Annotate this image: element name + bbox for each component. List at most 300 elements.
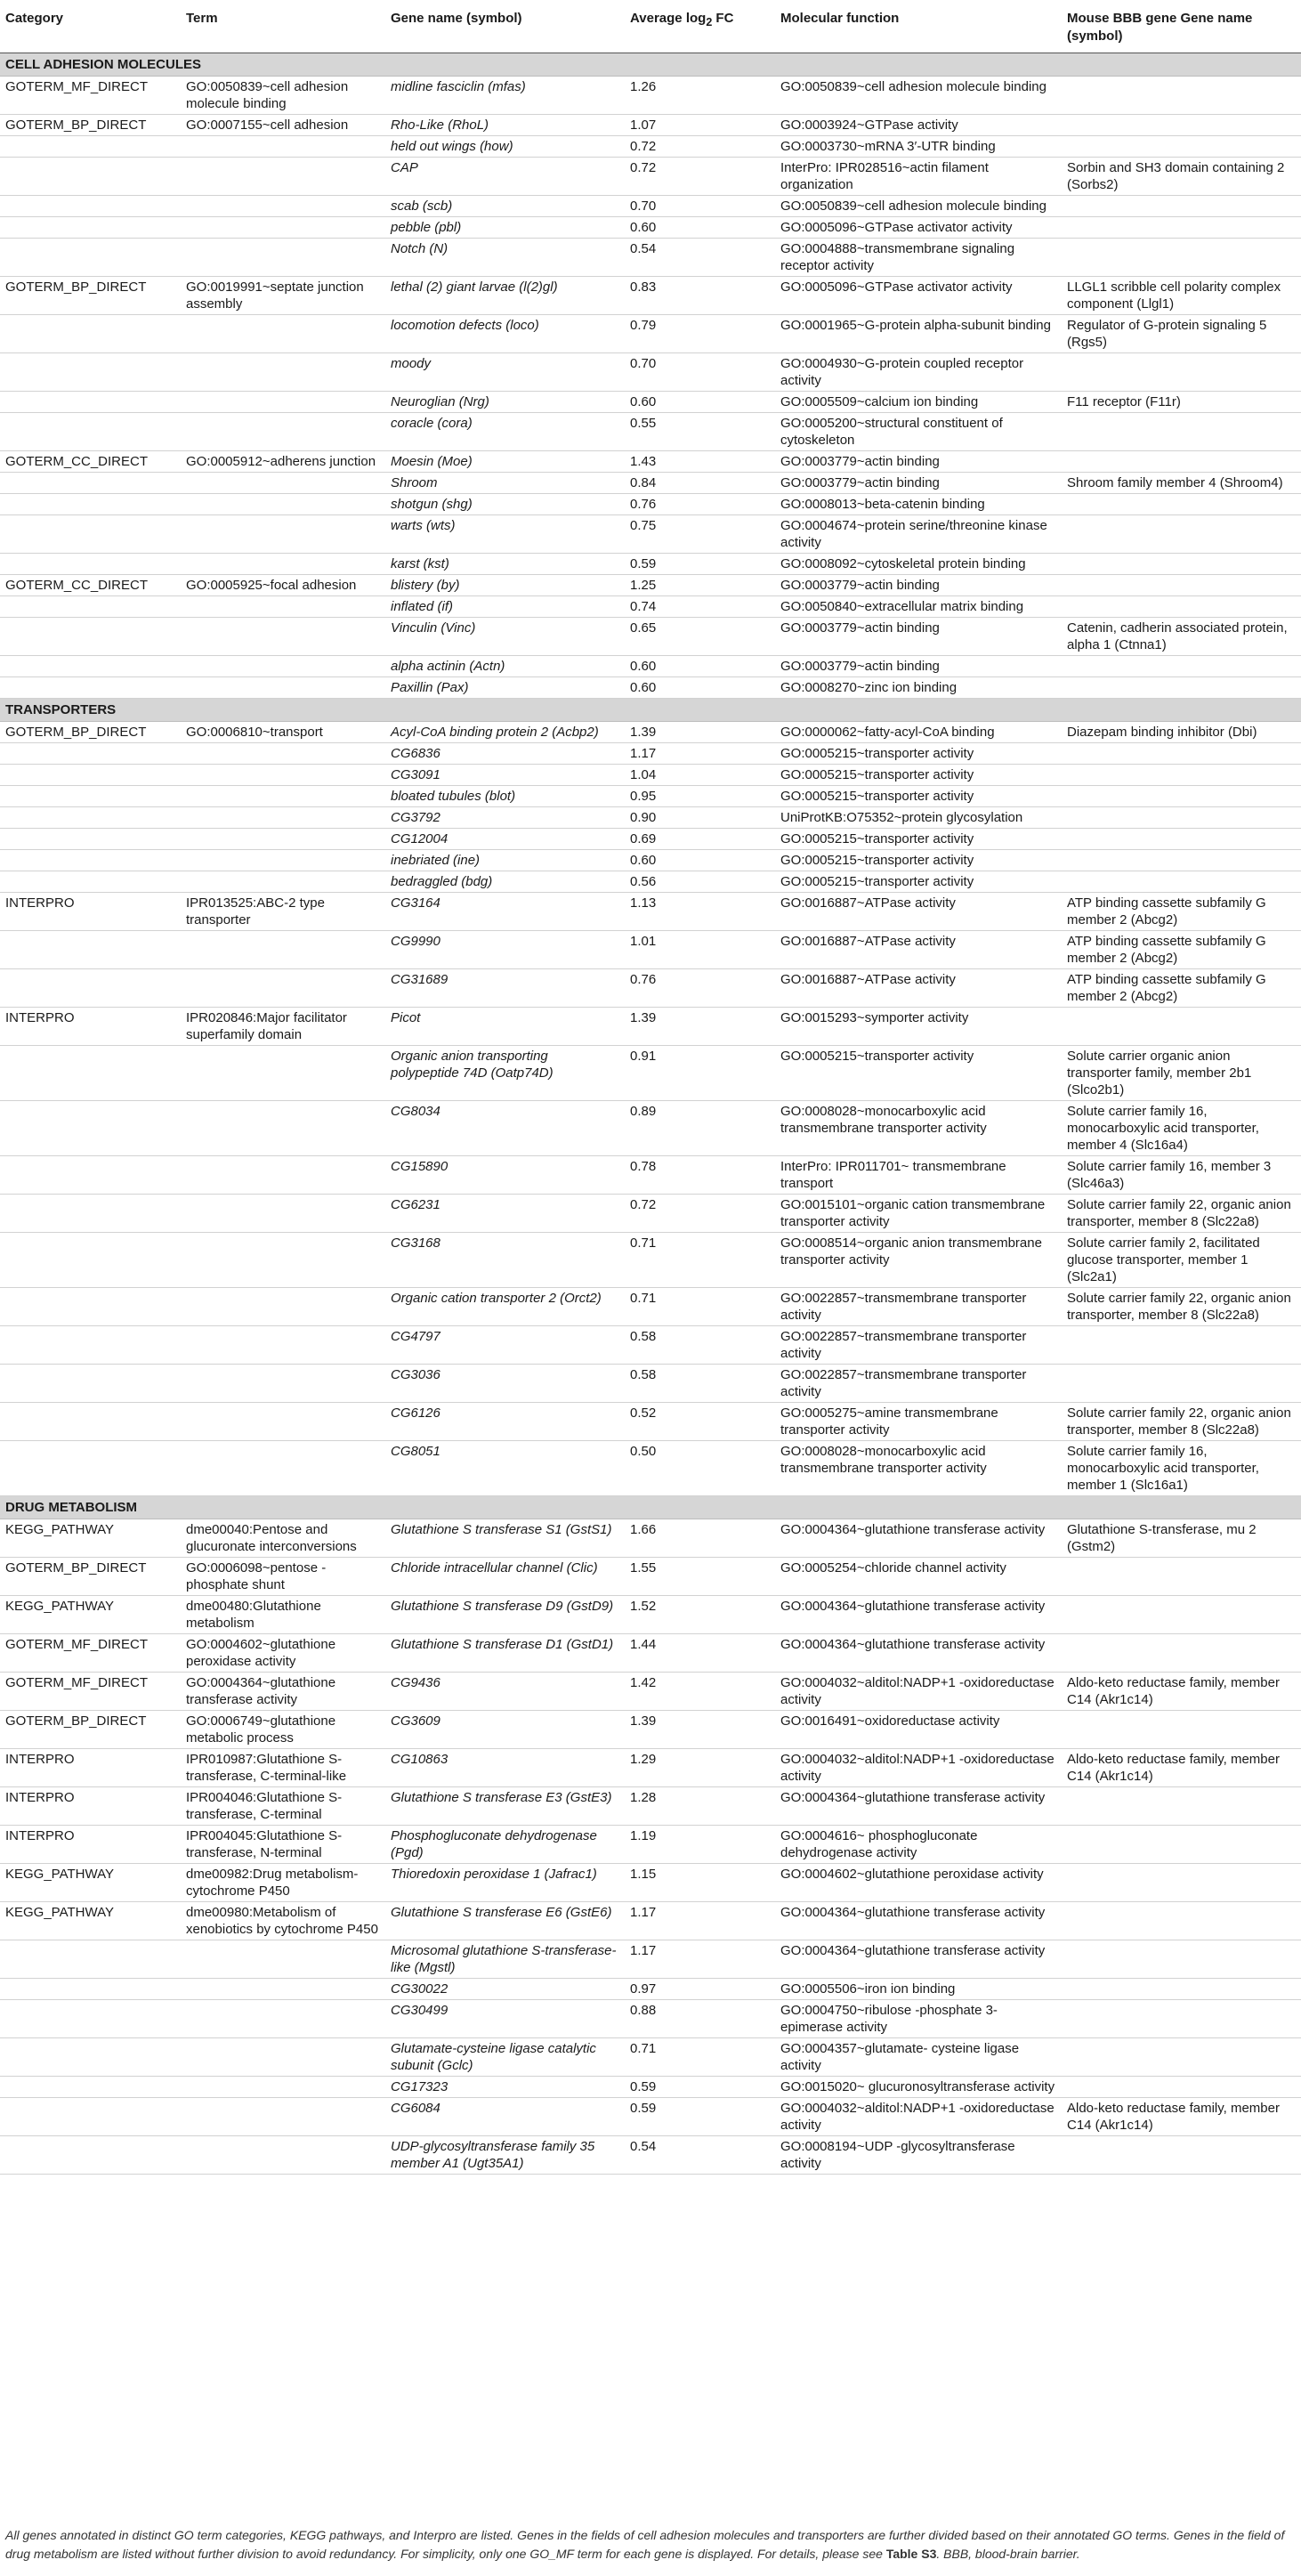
molecular-function-cell: GO:0005215~transporter activity — [775, 850, 1062, 871]
table-row — [0, 656, 1301, 677]
table-row — [0, 277, 1301, 315]
gene-name-cell: CG8034 — [385, 1101, 625, 1156]
mouse-gene-cell — [1062, 807, 1301, 829]
mouse-gene-cell — [1062, 765, 1301, 786]
gene-name-cell: alpha actinin (Actn) — [385, 656, 625, 677]
table-row — [0, 1902, 1301, 1940]
molecular-function-cell: GO:0050839~cell adhesion molecule binding — [775, 196, 1062, 217]
molecular-function-cell: GO:0004364~glutathione transferase activity — [775, 1634, 1062, 1673]
gene-name-cell: Glutathione S transferase D9 (GstD9) — [385, 1596, 625, 1634]
category-cell: INTERPRO — [0, 1008, 181, 1046]
mouse-gene-cell: LLGL1 scribble cell polarity complex component (Llgl1) — [1062, 277, 1301, 315]
table-header — [0, 0, 1301, 53]
term-cell — [181, 1403, 385, 1441]
category-cell — [0, 1233, 181, 1288]
category-cell — [0, 1326, 181, 1365]
gene-name-cell: CG8051 — [385, 1441, 625, 1496]
average-fc-cell: 1.01 — [625, 931, 775, 969]
molecular-function-cell: UniProtKB:O75352~protein glycosylation — [775, 807, 1062, 829]
molecular-function-cell: GO:0004357~glutamate- cysteine ligase activity — [775, 2038, 1062, 2077]
gene-name-cell: CG6126 — [385, 1403, 625, 1441]
gene-name-cell: CG6084 — [385, 2098, 625, 2136]
term-cell: IPR004046:Glutathione S-transferase, C-terminal — [181, 1787, 385, 1826]
gene-name-cell: CG10863 — [385, 1749, 625, 1787]
category-cell — [0, 1195, 181, 1233]
term-cell — [181, 2038, 385, 2077]
table-row — [0, 239, 1301, 277]
category-cell — [0, 554, 181, 575]
table-row — [0, 677, 1301, 699]
table-row — [0, 1101, 1301, 1156]
molecular-function-cell: GO:0022857~transmembrane transporter activity — [775, 1326, 1062, 1365]
average-fc-cell: 0.91 — [625, 1046, 775, 1101]
section-title: DRUG METABOLISM — [0, 1496, 1301, 1519]
table-footnote — [5, 2526, 1296, 2564]
table-row — [0, 353, 1301, 392]
molecular-function-cell: GO:0050839~cell adhesion molecule binding — [775, 77, 1062, 115]
table-row — [0, 931, 1301, 969]
gene-name-cell: Chloride intracellular channel (Clic) — [385, 1558, 625, 1596]
mouse-gene-cell — [1062, 239, 1301, 277]
mouse-gene-cell — [1062, 1864, 1301, 1902]
gene-name-cell: Picot — [385, 1008, 625, 1046]
molecular-function-cell: GO:0003924~GTPase activity — [775, 115, 1062, 136]
category-cell — [0, 353, 181, 392]
table-row — [0, 473, 1301, 494]
molecular-function-cell: GO:0005509~calcium ion binding — [775, 392, 1062, 413]
average-fc-cell: 1.43 — [625, 451, 775, 473]
molecular-function-cell: GO:0005215~transporter activity — [775, 871, 1062, 893]
table-row — [0, 1749, 1301, 1787]
average-fc-cell: 0.52 — [625, 1403, 775, 1441]
mouse-gene-cell: ATP binding cassette subfamily G member 2 (Abcg2) — [1062, 931, 1301, 969]
section-header-row — [0, 699, 1301, 722]
header-average-fc — [625, 0, 775, 53]
category-cell — [0, 494, 181, 515]
gene-name-cell: CG3091 — [385, 765, 625, 786]
table-row — [0, 969, 1301, 1008]
term-cell — [181, 196, 385, 217]
table-row — [0, 596, 1301, 618]
table-row — [0, 1558, 1301, 1596]
mouse-gene-cell: Solute carrier family 2, facilitated glucose transporter, member 1 (Slc2a1) — [1062, 1233, 1301, 1288]
table-row — [0, 765, 1301, 786]
molecular-function-cell: GO:0008028~monocarboxylic acid transmembrane transporter activity — [775, 1101, 1062, 1156]
term-cell — [181, 1156, 385, 1195]
gene-name-cell: locomotion defects (loco) — [385, 315, 625, 353]
table-row — [0, 2136, 1301, 2175]
gene-name-cell: CG4797 — [385, 1326, 625, 1365]
gene-name-cell: CG3792 — [385, 807, 625, 829]
term-cell — [181, 677, 385, 699]
term-cell: GO:0050839~cell adhesion molecule binding — [181, 77, 385, 115]
molecular-function-cell: GO:0050840~extracellular matrix binding — [775, 596, 1062, 618]
molecular-function-cell: GO:0008270~zinc ion binding — [775, 677, 1062, 699]
molecular-function-cell: GO:0001965~G-protein alpha-subunit binding — [775, 315, 1062, 353]
category-cell — [0, 1403, 181, 1441]
category-cell — [0, 392, 181, 413]
mouse-gene-cell — [1062, 677, 1301, 699]
mouse-gene-cell: Aldo-keto reductase family, member C14 (Akr1c14) — [1062, 1673, 1301, 1711]
category-cell — [0, 158, 181, 196]
table-row — [0, 1441, 1301, 1496]
mouse-gene-cell — [1062, 1596, 1301, 1634]
table-row — [0, 2000, 1301, 2038]
term-cell — [181, 656, 385, 677]
molecular-function-cell: GO:0003779~actin binding — [775, 575, 1062, 596]
gene-name-cell: shotgun (shg) — [385, 494, 625, 515]
mouse-gene-cell: ATP binding cassette subfamily G member 2 (Abcg2) — [1062, 969, 1301, 1008]
mouse-gene-cell — [1062, 850, 1301, 871]
term-cell: IPR010987:Glutathione S-transferase, C-terminal-like — [181, 1749, 385, 1787]
table-row — [0, 1156, 1301, 1195]
mouse-gene-cell — [1062, 871, 1301, 893]
molecular-function-cell: InterPro: IPR011701~ transmembrane transport — [775, 1156, 1062, 1195]
gene-name-cell: Thioredoxin peroxidase 1 (Jafrac1) — [385, 1864, 625, 1902]
category-cell: GOTERM_BP_DIRECT — [0, 115, 181, 136]
table-row — [0, 1233, 1301, 1288]
average-fc-cell: 0.76 — [625, 969, 775, 1008]
mouse-gene-cell — [1062, 1634, 1301, 1673]
molecular-function-cell: GO:0004364~glutathione transferase activity — [775, 1940, 1062, 1979]
molecular-function-cell: GO:0004364~glutathione transferase activity — [775, 1787, 1062, 1826]
category-cell — [0, 515, 181, 554]
term-cell — [181, 1940, 385, 1979]
mouse-gene-cell: Shroom family member 4 (Shroom4) — [1062, 473, 1301, 494]
term-cell — [181, 807, 385, 829]
term-cell — [181, 1288, 385, 1326]
gene-name-cell: warts (wts) — [385, 515, 625, 554]
section-title: TRANSPORTERS — [0, 699, 1301, 722]
category-cell: GOTERM_BP_DIRECT — [0, 277, 181, 315]
gene-name-cell: bedraggled (bdg) — [385, 871, 625, 893]
term-cell — [181, 931, 385, 969]
term-cell — [181, 494, 385, 515]
category-cell — [0, 807, 181, 829]
average-fc-cell: 1.19 — [625, 1826, 775, 1864]
average-fc-cell: 0.71 — [625, 1288, 775, 1326]
gene-name-cell: blistery (by) — [385, 575, 625, 596]
table-row — [0, 1711, 1301, 1749]
term-cell — [181, 473, 385, 494]
table-row — [0, 871, 1301, 893]
table-row — [0, 786, 1301, 807]
average-fc-cell: 0.60 — [625, 217, 775, 239]
mouse-gene-cell: Glutathione S-transferase, mu 2 (Gstm2) — [1062, 1519, 1301, 1558]
molecular-function-cell: GO:0005254~chloride channel activity — [775, 1558, 1062, 1596]
term-cell: GO:0007155~cell adhesion — [181, 115, 385, 136]
molecular-function-cell: GO:0000062~fatty-acyl-CoA binding — [775, 722, 1062, 743]
molecular-function-cell: GO:0022857~transmembrane transporter activity — [775, 1365, 1062, 1403]
molecular-function-cell: GO:0016887~ATPase activity — [775, 931, 1062, 969]
header-mouse-bbb-gene: Mouse BBB gene Gene name (symbol) — [1062, 0, 1301, 53]
average-fc-cell: 1.17 — [625, 743, 775, 765]
mouse-gene-cell — [1062, 2077, 1301, 2098]
table-row — [0, 829, 1301, 850]
mouse-gene-cell: Aldo-keto reductase family, member C14 (Akr1c14) — [1062, 1749, 1301, 1787]
average-fc-cell: 0.88 — [625, 2000, 775, 2038]
term-cell — [181, 239, 385, 277]
category-cell — [0, 2098, 181, 2136]
category-cell — [0, 2038, 181, 2077]
gene-name-cell: coracle (cora) — [385, 413, 625, 451]
category-cell — [0, 1288, 181, 1326]
mouse-gene-cell — [1062, 1711, 1301, 1749]
term-cell: IPR013525:ABC-2 type transporter — [181, 893, 385, 931]
category-cell: GOTERM_MF_DIRECT — [0, 1673, 181, 1711]
molecular-function-cell: GO:0004032~alditol:NADP+1 -oxidoreductase activity — [775, 2098, 1062, 2136]
category-cell: GOTERM_MF_DIRECT — [0, 77, 181, 115]
gene-name-cell: Neuroglian (Nrg) — [385, 392, 625, 413]
category-cell — [0, 1101, 181, 1156]
category-cell — [0, 743, 181, 765]
category-cell — [0, 473, 181, 494]
header-fc-suffix: FC — [712, 11, 734, 26]
average-fc-cell: 0.60 — [625, 656, 775, 677]
table-row — [0, 494, 1301, 515]
footnote-text: All genes annotated in distinct GO term categories, KEGG pathways, and Interpro are listed. Genes in the fields of cell adhesion molecules and transporters are further divided based on their annotated GO terms. Genes in the field of drug metabolism are listed without further division to avoid redundancy. For simplicity, only one GO_MF term for each gene is displayed. For details, please see — [5, 2528, 1285, 2561]
mouse-gene-cell — [1062, 829, 1301, 850]
mouse-gene-cell — [1062, 1787, 1301, 1826]
average-fc-cell: 0.76 — [625, 494, 775, 515]
gene-name-cell: CG9436 — [385, 1673, 625, 1711]
category-cell: INTERPRO — [0, 1787, 181, 1826]
gene-name-cell: Glutamate-cysteine ligase catalytic subunit (Gclc) — [385, 2038, 625, 2077]
category-cell — [0, 618, 181, 656]
term-cell — [181, 618, 385, 656]
gene-name-cell: Acyl-CoA binding protein 2 (Acbp2) — [385, 722, 625, 743]
molecular-function-cell: GO:0008028~monocarboxylic acid transmembrane transporter activity — [775, 1441, 1062, 1496]
average-fc-cell: 0.54 — [625, 2136, 775, 2175]
table-row — [0, 850, 1301, 871]
term-cell — [181, 829, 385, 850]
term-cell: GO:0006810~transport — [181, 722, 385, 743]
gene-name-cell: bloated tubules (blot) — [385, 786, 625, 807]
term-cell — [181, 413, 385, 451]
molecular-function-cell: GO:0005215~transporter activity — [775, 743, 1062, 765]
average-fc-cell: 1.39 — [625, 1711, 775, 1749]
average-fc-cell: 1.04 — [625, 765, 775, 786]
mouse-gene-cell — [1062, 1326, 1301, 1365]
molecular-function-cell: GO:0004032~alditol:NADP+1 -oxidoreductase activity — [775, 1749, 1062, 1787]
term-cell: dme00980:Metabolism of xenobiotics by cytochrome P450 — [181, 1902, 385, 1940]
category-cell — [0, 1979, 181, 2000]
category-cell — [0, 413, 181, 451]
category-cell — [0, 765, 181, 786]
molecular-function-cell: GO:0015020~ glucuronosyltransferase activity — [775, 2077, 1062, 2098]
table-row — [0, 1195, 1301, 1233]
footnote-table-ref: Table S3 — [885, 2547, 937, 2561]
gene-name-cell: UDP-glycosyltransferase family 35 member A1 (Ugt35A1) — [385, 2136, 625, 2175]
table-row — [0, 618, 1301, 656]
average-fc-cell: 0.71 — [625, 1233, 775, 1288]
header-term: Term — [181, 0, 385, 53]
category-cell — [0, 1046, 181, 1101]
gene-name-cell: CG3609 — [385, 1711, 625, 1749]
term-cell — [181, 765, 385, 786]
category-cell: GOTERM_MF_DIRECT — [0, 1634, 181, 1673]
term-cell: GO:0006749~glutathione metabolic process — [181, 1711, 385, 1749]
gene-name-cell: CG31689 — [385, 969, 625, 1008]
category-cell — [0, 677, 181, 699]
table-row — [0, 1979, 1301, 2000]
mouse-gene-cell: Diazepam binding inhibitor (Dbi) — [1062, 722, 1301, 743]
section-header-row — [0, 53, 1301, 77]
category-cell: INTERPRO — [0, 893, 181, 931]
section-header-row — [0, 1496, 1301, 1519]
gene-name-cell: CG6836 — [385, 743, 625, 765]
category-cell — [0, 2136, 181, 2175]
term-cell — [181, 1441, 385, 1496]
header-molecular-function: Molecular function — [775, 0, 1062, 53]
table-row — [0, 1826, 1301, 1864]
gene-name-cell: Glutathione S transferase E6 (GstE6) — [385, 1902, 625, 1940]
category-cell — [0, 829, 181, 850]
average-fc-cell: 1.26 — [625, 77, 775, 115]
molecular-function-cell: GO:0005275~amine transmembrane transporter activity — [775, 1403, 1062, 1441]
mouse-gene-cell: F11 receptor (F11r) — [1062, 392, 1301, 413]
molecular-function-cell: GO:0003779~actin binding — [775, 656, 1062, 677]
average-fc-cell: 1.66 — [625, 1519, 775, 1558]
molecular-function-cell: GO:0004364~glutathione transferase activity — [775, 1519, 1062, 1558]
molecular-function-cell: GO:0008194~UDP -glycosyltransferase activity — [775, 2136, 1062, 2175]
gene-name-cell: CG17323 — [385, 2077, 625, 2098]
mouse-gene-cell — [1062, 494, 1301, 515]
gene-name-cell: midline fasciclin (mfas) — [385, 77, 625, 115]
average-fc-cell: 0.75 — [625, 515, 775, 554]
term-cell — [181, 969, 385, 1008]
gene-name-cell: held out wings (how) — [385, 136, 625, 158]
term-cell — [181, 1233, 385, 1288]
gene-name-cell: CG30499 — [385, 2000, 625, 2038]
category-cell: KEGG_PATHWAY — [0, 1902, 181, 1940]
mouse-gene-cell — [1062, 1365, 1301, 1403]
term-cell — [181, 871, 385, 893]
mouse-gene-cell: ATP binding cassette subfamily G member 2 (Abcg2) — [1062, 893, 1301, 931]
gene-name-cell: Glutathione S transferase S1 (GstS1) — [385, 1519, 625, 1558]
molecular-function-cell: GO:0004032~alditol:NADP+1 -oxidoreductase activity — [775, 1673, 1062, 1711]
molecular-function-cell: GO:0005200~structural constituent of cytoskeleton — [775, 413, 1062, 451]
average-fc-cell: 1.39 — [625, 722, 775, 743]
header-fc-prefix: Average log — [630, 11, 707, 26]
mouse-gene-cell: Solute carrier family 16, monocarboxylic acid transporter, member 1 (Slc16a1) — [1062, 1441, 1301, 1496]
category-cell — [0, 315, 181, 353]
category-cell — [0, 2077, 181, 2098]
mouse-gene-cell — [1062, 2038, 1301, 2077]
average-fc-cell: 1.44 — [625, 1634, 775, 1673]
average-fc-cell: 0.84 — [625, 473, 775, 494]
category-cell — [0, 1365, 181, 1403]
header-category: Category — [0, 0, 181, 53]
mouse-gene-cell — [1062, 217, 1301, 239]
mouse-gene-cell — [1062, 353, 1301, 392]
mouse-gene-cell: Solute carrier family 22, organic anion transporter, member 8 (Slc22a8) — [1062, 1403, 1301, 1441]
mouse-gene-cell — [1062, 575, 1301, 596]
mouse-gene-cell — [1062, 1558, 1301, 1596]
gene-name-cell: moody — [385, 353, 625, 392]
molecular-function-cell: GO:0005506~iron ion binding — [775, 1979, 1062, 2000]
table-row — [0, 136, 1301, 158]
mouse-gene-cell: Aldo-keto reductase family, member C14 (Akr1c14) — [1062, 2098, 1301, 2136]
table-row — [0, 392, 1301, 413]
gene-name-cell: scab (scb) — [385, 196, 625, 217]
table-row — [0, 807, 1301, 829]
average-fc-cell: 0.59 — [625, 2098, 775, 2136]
gene-name-cell: Glutathione S transferase D1 (GstD1) — [385, 1634, 625, 1673]
table-row — [0, 1046, 1301, 1101]
average-fc-cell: 0.60 — [625, 850, 775, 871]
mouse-gene-cell — [1062, 115, 1301, 136]
molecular-function-cell: GO:0015293~symporter activity — [775, 1008, 1062, 1046]
average-fc-cell: 1.55 — [625, 1558, 775, 1596]
category-cell: KEGG_PATHWAY — [0, 1596, 181, 1634]
molecular-function-cell: GO:0016491~oxidoreductase activity — [775, 1711, 1062, 1749]
table-body — [0, 53, 1301, 2175]
term-cell: GO:0006098~pentose -phosphate shunt — [181, 1558, 385, 1596]
average-fc-cell: 1.15 — [625, 1864, 775, 1902]
average-fc-cell: 1.13 — [625, 893, 775, 931]
category-cell — [0, 2000, 181, 2038]
average-fc-cell: 0.89 — [625, 1101, 775, 1156]
average-fc-cell: 1.39 — [625, 1008, 775, 1046]
molecular-function-cell: GO:0008514~organic anion transmembrane transporter activity — [775, 1233, 1062, 1288]
term-cell — [181, 158, 385, 196]
term-cell — [181, 554, 385, 575]
term-cell: IPR020846:Major facilitator superfamily domain — [181, 1008, 385, 1046]
table-row — [0, 554, 1301, 575]
table-row — [0, 77, 1301, 115]
mouse-gene-cell — [1062, 515, 1301, 554]
average-fc-cell: 0.69 — [625, 829, 775, 850]
gene-name-cell: pebble (pbl) — [385, 217, 625, 239]
average-fc-cell: 0.90 — [625, 807, 775, 829]
mouse-gene-cell — [1062, 596, 1301, 618]
average-fc-cell: 0.72 — [625, 1195, 775, 1233]
gene-name-cell: CG12004 — [385, 829, 625, 850]
table-row — [0, 1864, 1301, 1902]
category-cell — [0, 871, 181, 893]
molecular-function-cell: GO:0022857~transmembrane transporter activity — [775, 1288, 1062, 1326]
average-fc-cell: 0.70 — [625, 353, 775, 392]
average-fc-cell: 0.60 — [625, 392, 775, 413]
molecular-function-cell: GO:0004616~ phosphogluconate dehydrogenase activity — [775, 1826, 1062, 1864]
term-cell — [181, 1365, 385, 1403]
average-fc-cell: 1.25 — [625, 575, 775, 596]
header-fc-subscript: 2 — [706, 16, 713, 28]
category-cell — [0, 1156, 181, 1195]
term-cell — [181, 1195, 385, 1233]
mouse-gene-cell — [1062, 136, 1301, 158]
molecular-function-cell: GO:0004888~transmembrane signaling receptor activity — [775, 239, 1062, 277]
term-cell — [181, 392, 385, 413]
term-cell — [181, 2136, 385, 2175]
term-cell: GO:0004364~glutathione transferase activity — [181, 1673, 385, 1711]
average-fc-cell: 1.52 — [625, 1596, 775, 1634]
molecular-function-cell: GO:0003779~actin binding — [775, 451, 1062, 473]
average-fc-cell: 0.54 — [625, 239, 775, 277]
mouse-gene-cell — [1062, 451, 1301, 473]
molecular-function-cell: GO:0003730~mRNA 3′-UTR binding — [775, 136, 1062, 158]
molecular-function-cell: GO:0003779~actin binding — [775, 473, 1062, 494]
term-cell — [181, 1046, 385, 1101]
category-cell: KEGG_PATHWAY — [0, 1864, 181, 1902]
mouse-gene-cell: Solute carrier organic anion transporter family, member 2b1 (Slco2b1) — [1062, 1046, 1301, 1101]
molecular-function-cell: InterPro: IPR028516~actin filament organization — [775, 158, 1062, 196]
gene-name-cell: CG3164 — [385, 893, 625, 931]
mouse-gene-cell — [1062, 1979, 1301, 2000]
gene-name-cell: Organic anion transporting polypeptide 74D (Oatp74D) — [385, 1046, 625, 1101]
term-cell — [181, 1326, 385, 1365]
